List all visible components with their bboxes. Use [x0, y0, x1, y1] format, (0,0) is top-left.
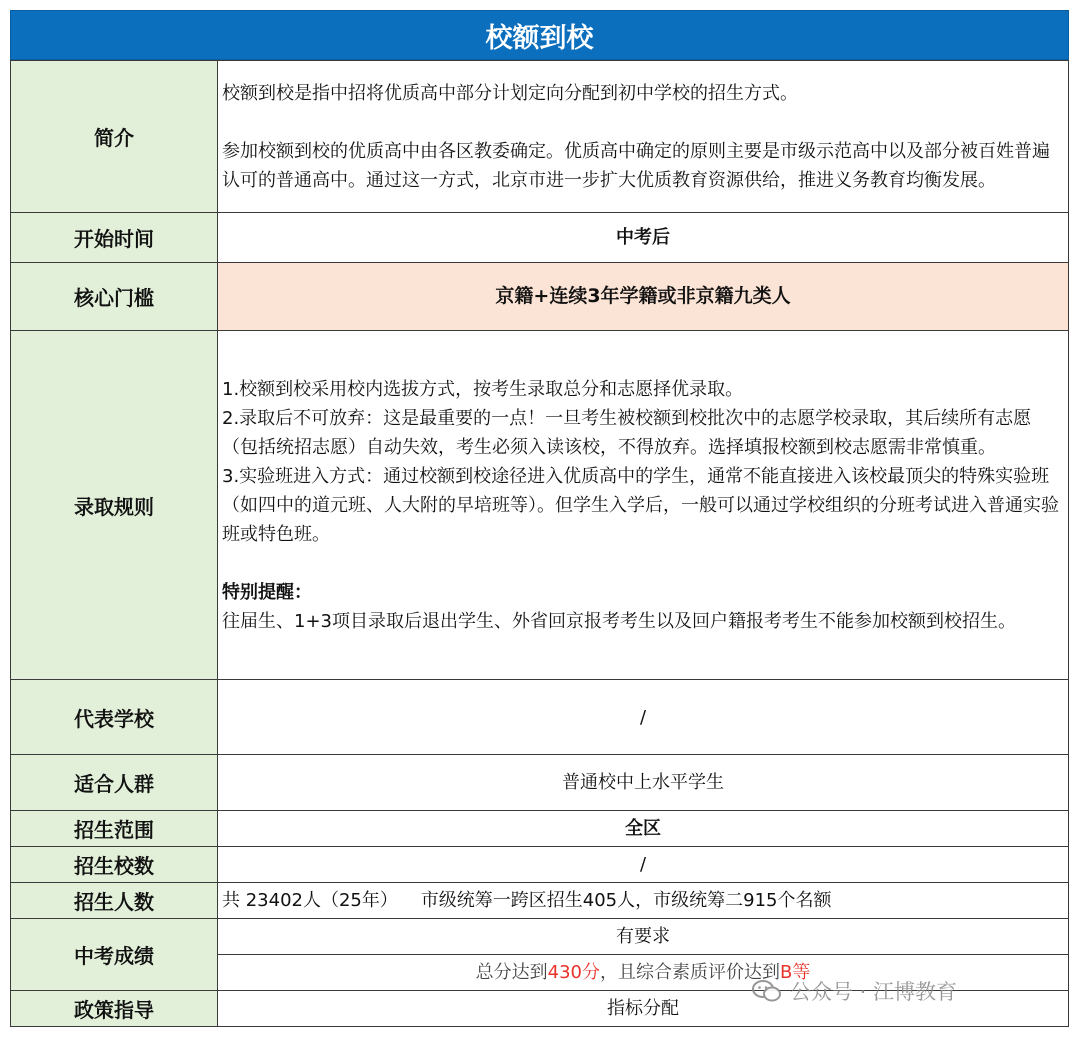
- rule-2: 2.录取后不可放弃：这是最重要的一点！一旦考生被校额到校批次中的志愿学校录取，其后续所有志愿（包括统招志愿）自动失效，考生必须入读该校，不得放弃。选择填报校额到校志愿需非常慎重。: [222, 407, 1032, 458]
- remind-text: 往届生、1+3项目录取后退出学生、外省回京报考考生以及回户籍报考考生不能参加校额到校招生。: [222, 610, 1016, 632]
- row-label-threshold: 核心门槛: [11, 263, 218, 331]
- row-label-school-count: 招生校数: [11, 847, 218, 883]
- table-row-start: [11, 213, 1069, 263]
- start-value: 中考后: [218, 213, 1069, 263]
- row-label-scope: 招生范围: [11, 811, 218, 847]
- row-label-intro: 简介: [11, 61, 218, 213]
- wechat-icon: [752, 980, 782, 1002]
- table-row-exam-1: [11, 919, 1069, 955]
- exam-detail-pre: 总分达到: [475, 962, 548, 983]
- exam-grade: B等: [780, 962, 811, 983]
- crowd-value: 普通校中上水平学生: [218, 755, 1069, 811]
- intro-cell: [218, 61, 1069, 213]
- policy-table: [10, 60, 1069, 1027]
- table-row-enroll-count: [11, 883, 1069, 919]
- rules-cell: [218, 331, 1069, 680]
- intro-paragraph-1: 校额到校是指中招将优质高中部分计划定向分配到初中学校的招生方式。: [222, 82, 798, 104]
- remind-title: 特别提醒：: [222, 581, 312, 603]
- row-label-exam: 中考成绩: [11, 919, 218, 991]
- rule-3: 3.实验班进入方式：通过校额到校途径进入优质高中的学生，通常不能直接进入该校最顶尖的特殊实验班（如四中的道元班、人大附的早培班等）。但学生入学后，一般可以通过学校组织的分班考试进入普通实验班或特色班。: [222, 465, 1059, 545]
- policy-value: 指标分配: [218, 991, 1069, 1027]
- scope-value: 全区: [218, 811, 1069, 847]
- row-label-start: 开始时间: [11, 213, 218, 263]
- enroll-count-value: 共 23402人（25年） 市级统筹一跨区招生405人，市级统筹二915个名额: [218, 883, 1069, 919]
- table-row-threshold: [11, 263, 1069, 331]
- watermark-text: 公众号 · 江博教育: [790, 980, 958, 1004]
- exam-detail-mid: ，且综合素质评价达到: [600, 962, 780, 983]
- row-label-schools: 代表学校: [11, 680, 218, 755]
- table-row-schools: [11, 680, 1069, 755]
- table-row-intro: [11, 61, 1069, 213]
- threshold-value: 京籍+连续3年学籍或非京籍九类人: [218, 263, 1069, 331]
- page-title: 校额到校: [10, 10, 1069, 60]
- intro-paragraph-2: 参加校额到校的优质高中由各区教委确定。优质高中确定的原则主要是市级示范高中以及部分被百姓普遍认可的普通高中。通过这一方式，北京市进一步扩大优质教育资源供给，推进义务教育均衡发展。: [222, 140, 1050, 191]
- row-label-crowd: 适合人群: [11, 755, 218, 811]
- table-row-crowd: [11, 755, 1069, 811]
- school-count-value: /: [218, 847, 1069, 883]
- watermark: [752, 976, 957, 1006]
- row-label-enroll-count: 招生人数: [11, 883, 218, 919]
- row-label-policy: 政策指导: [11, 991, 218, 1027]
- exam-score: 430分: [547, 962, 600, 983]
- rule-1: 1.校额到校采用校内选拔方式，按考生录取总分和志愿择优录取。: [222, 378, 744, 400]
- schools-value: /: [218, 680, 1069, 755]
- exam-requirement: 有要求: [218, 919, 1069, 955]
- table-row-scope: [11, 811, 1069, 847]
- table-row-school-count: [11, 847, 1069, 883]
- policy-table-container: [10, 10, 1069, 1027]
- row-label-rules: 录取规则: [11, 331, 218, 680]
- table-row-rules: [11, 331, 1069, 680]
